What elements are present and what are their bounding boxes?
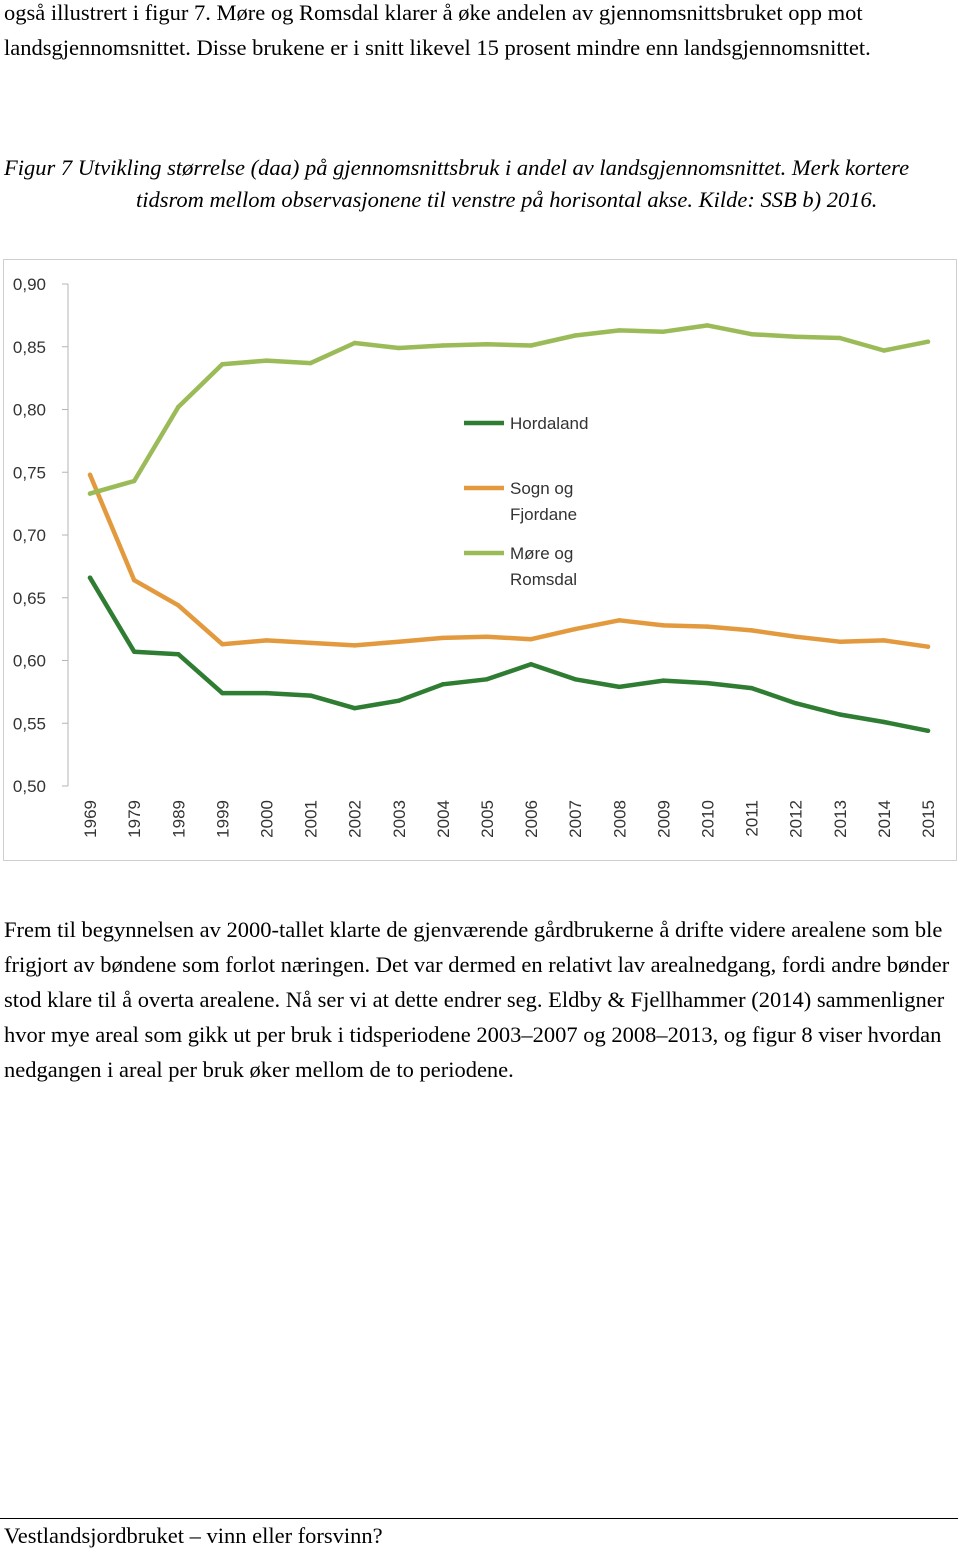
data-point: [793, 701, 797, 705]
data-point: [749, 628, 753, 632]
data-point: [397, 639, 401, 643]
data-point: [661, 329, 665, 333]
x-tick-label: 2014: [874, 800, 894, 838]
line-chart: [4, 260, 956, 860]
legend-label: Romsdal: [510, 570, 578, 589]
data-point: [308, 361, 312, 365]
data-point: [661, 623, 665, 627]
data-point: [485, 634, 489, 638]
data-point: [838, 639, 842, 643]
body-paragraph: Frem til begynnelsen av 2000-tallet klarte de gjenværende gårdbrukerne å drifte videre arealene som ble frigjort av bøndene som forlot næringen. Det var dermed en relativt lav arealnedgang, fordi andre bønder stod klare til å overta arealene. Nå ser vi at dette endrer seg. Eldby & Fjellhammer (2014) sammenligner hvor mye areal som gikk ut per bruk i tidsperiodene 2003–2007 og 2008–2013, og figur 8 viser hvordan nedgangen i areal per bruk øker mellom de to periodene.: [4, 917, 950, 1082]
data-point: [176, 405, 180, 409]
page-footer: Vestlandsjordbruket – vinn eller forsvinn?: [4, 1523, 383, 1548]
data-point: [838, 712, 842, 716]
data-point: [485, 677, 489, 681]
series-line: [90, 325, 928, 493]
data-point: [176, 603, 180, 607]
data-point: [529, 343, 533, 347]
data-point: [397, 346, 401, 350]
data-point: [308, 641, 312, 645]
data-point: [661, 678, 665, 682]
data-point: [617, 328, 621, 332]
data-point: [926, 644, 930, 648]
x-tick-label: 2001: [301, 800, 321, 838]
data-point: [397, 698, 401, 702]
figure-caption: Figur 7 Utvikling størrelse (daa) på gjennomsnittsbruk i andel av landsgjennomsnittet. Merk kortere tidsrom mellom observasjonene til venstre på horisontal akse. Kilde: SSB b) 2016.: [4, 155, 910, 212]
data-point: [705, 624, 709, 628]
data-point: [264, 691, 268, 695]
data-point: [441, 682, 445, 686]
x-tick-label: 2003: [389, 800, 409, 838]
data-point: [352, 341, 356, 345]
data-point: [441, 636, 445, 640]
x-tick-label: 2012: [786, 800, 806, 838]
intro-paragraph: også illustrert i figur 7. Møre og Romsdal klarer å øke andelen av gjennomsnittsbruket opp mot landsgjennomsnittet. Disse brukene er i snitt likevel 15 prosent mindre enn landsgjennomsnittet.: [4, 0, 871, 60]
data-point: [264, 358, 268, 362]
x-tick-label: 1969: [81, 800, 101, 838]
data-point: [793, 335, 797, 339]
data-point: [705, 323, 709, 327]
data-point: [793, 634, 797, 638]
chart-frame: [3, 259, 957, 861]
footer-rule: [0, 1518, 958, 1519]
x-tick-label: 1989: [169, 800, 189, 838]
x-tick-label: 2006: [522, 800, 542, 838]
data-point: [838, 336, 842, 340]
data-point: [573, 333, 577, 337]
data-point: [352, 706, 356, 710]
x-tick-label: 2015: [918, 800, 938, 838]
series-line: [90, 475, 928, 647]
data-point: [529, 662, 533, 666]
y-tick-label: 0,85: [12, 337, 46, 357]
x-tick-label: 1979: [125, 800, 145, 838]
x-tick-label: 1999: [213, 800, 233, 838]
y-tick-label: 0,55: [12, 714, 46, 734]
data-point: [529, 637, 533, 641]
data-point: [749, 332, 753, 336]
data-point: [573, 677, 577, 681]
x-tick-label: 2005: [477, 800, 497, 838]
data-point: [132, 479, 136, 483]
data-point: [264, 638, 268, 642]
y-tick-label: 0,50: [12, 777, 46, 796]
legend-label: Sogn og: [510, 479, 574, 498]
legend-label: Hordaland: [510, 414, 589, 433]
data-point: [926, 729, 930, 733]
data-point: [132, 578, 136, 582]
y-tick-label: 0,75: [12, 463, 46, 483]
data-point: [308, 693, 312, 697]
data-point: [573, 627, 577, 631]
data-point: [617, 618, 621, 622]
data-point: [485, 342, 489, 346]
x-tick-label: 2008: [610, 800, 630, 838]
x-tick-label: 2007: [566, 800, 586, 838]
y-tick-label: 0,80: [12, 400, 46, 420]
data-point: [749, 686, 753, 690]
data-point: [441, 343, 445, 347]
y-tick-label: 0,65: [12, 588, 46, 608]
legend-label: Møre og: [510, 544, 574, 563]
data-point: [617, 685, 621, 689]
legend-label: Fjordane: [510, 505, 578, 524]
x-tick-label: 2002: [345, 800, 365, 838]
data-point: [705, 681, 709, 685]
data-point: [88, 575, 92, 579]
x-tick-label: 2010: [698, 800, 718, 838]
x-tick-label: 2011: [742, 800, 762, 837]
data-point: [882, 720, 886, 724]
data-point: [220, 642, 224, 646]
data-point: [88, 473, 92, 477]
data-point: [220, 362, 224, 366]
y-tick-label: 0,70: [12, 526, 46, 545]
x-tick-label: 2013: [830, 800, 850, 838]
data-point: [882, 638, 886, 642]
data-point: [176, 652, 180, 656]
y-tick-label: 0,90: [12, 275, 46, 294]
data-point: [220, 691, 224, 695]
data-point: [88, 491, 92, 495]
y-tick-label: 0,60: [12, 651, 46, 671]
data-point: [882, 348, 886, 352]
data-point: [132, 650, 136, 654]
data-point: [926, 340, 930, 344]
data-point: [352, 643, 356, 647]
x-tick-label: 2000: [257, 800, 277, 838]
x-tick-label: 2009: [654, 800, 674, 838]
x-tick-label: 2004: [433, 800, 453, 838]
series-line: [90, 578, 928, 731]
